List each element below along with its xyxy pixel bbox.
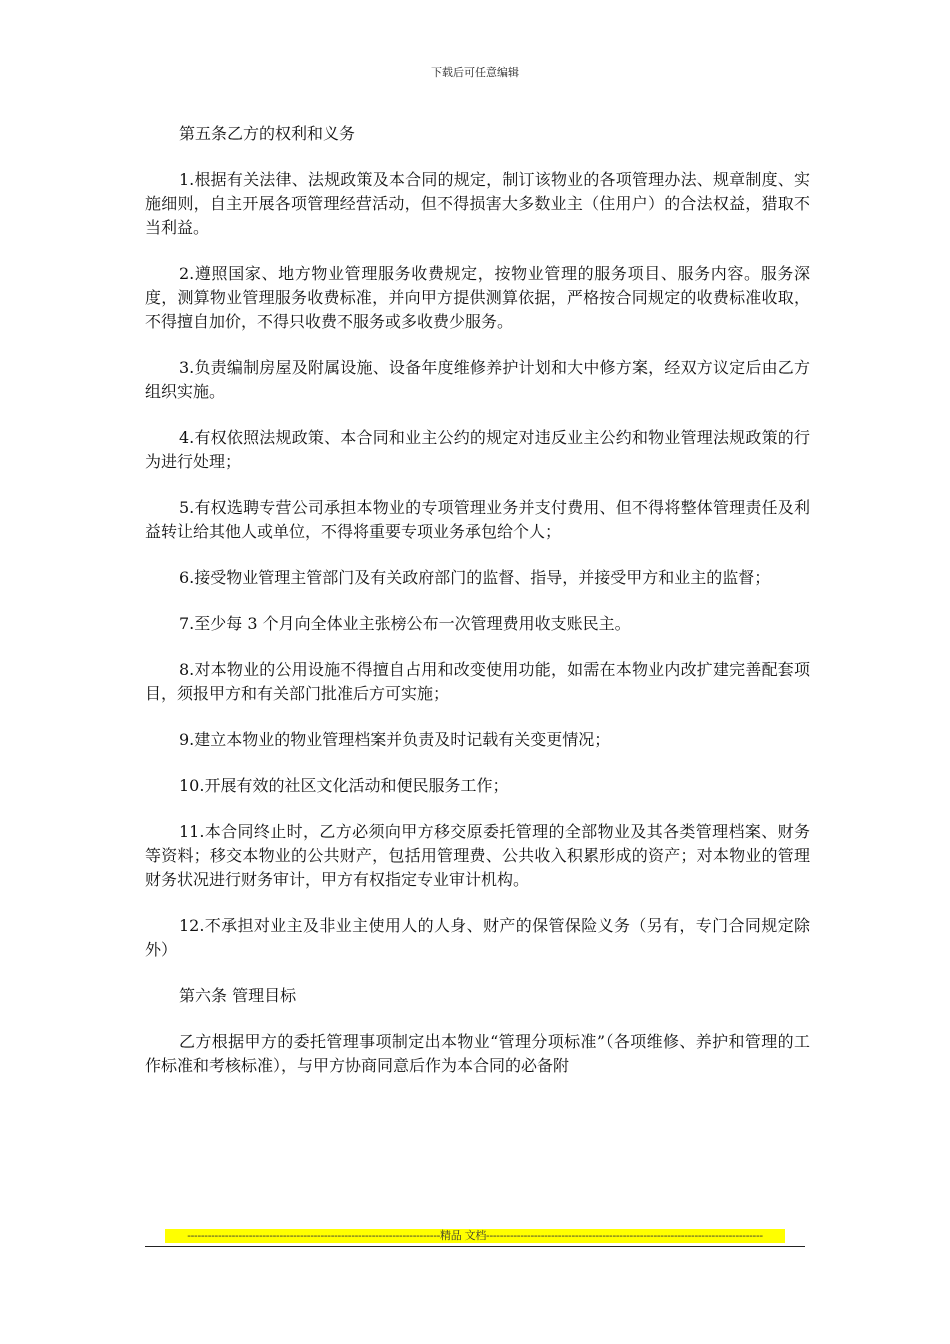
footer-divider (145, 1246, 805, 1247)
section-6-title: 第六条 管理目标 (179, 986, 297, 1005)
section-5-item-1: 1.根据有关法律、法规政策及本合同的规定，制订该物业的各项管理办法、规章制度、实施细则，自主开展各项管理经营活动，但不得损害大多数业主（住用户）的合法权益，猎取不当利益。 (145, 170, 810, 237)
section-5-item-10: 10.开展有效的社区文化活动和便民服务工作； (179, 776, 509, 795)
section-5-item-2: 2.遵照国家、地方物业管理服务收费规定，按物业管理的服务项目、服务内容。服务深度，测算物业管理服务收费标准，并向甲方提供测算依据，严格按合同规定的收费标准收取，不得擅自加价，不得只收费不服务或多收费少服务。 (145, 264, 810, 331)
section-5-item-9: 9.建立本物业的物业管理档案并负责及时记载有关变更情况； (179, 730, 611, 749)
document-body (145, 122, 810, 1100)
section-5-item-4: 4.有权依照法规政策、本合同和业主公约的规定对违反业主公约和物业管理法规政策的行为进行处理； (145, 428, 810, 471)
section-5-item-8: 8.对本物业的公用设施不得擅自占用和改变使用功能，如需在本物业内改扩建完善配套项目，须报甲方和有关部门批准后方可实施； (145, 660, 810, 703)
section-6-body: 乙方根据甲方的委托管理事项制定出本物业“管理分项标准”（各项维修、养护和管理的工作标准和考核标准），与甲方协商同意后作为本合同的必备附 (145, 1032, 810, 1075)
footer-watermark-band: --------------------------------------------------------------------------精品 文档--------------------------------------------------------------------------------- (165, 1229, 785, 1243)
page-header: 下载后可任意编辑 (431, 66, 519, 79)
section-5-item-6: 6.接受物业管理主管部门及有关政府部门的监督、指导，并接受甲方和业主的监督； (179, 568, 771, 587)
section-5-item-3: 3.负责编制房屋及附属设施、设备年度维修养护计划和大中修方案，经双方议定后由乙方组织实施。 (145, 358, 810, 401)
section-5-item-7: 7.至少每 3 个月向全体业主张榜公布一次管理费用收支账民主。 (179, 614, 631, 633)
section-5-item-5: 5.有权选聘专营公司承担本物业的专项管理业务并支付费用、但不得将整体管理责任及利益转让给其他人或单位，不得将重要专项业务承包给个人； (145, 498, 810, 541)
section-5-title: 第五条乙方的权利和义务 (179, 124, 356, 143)
section-5-item-11: 11.本合同终止时，乙方必须向甲方移交原委托管理的全部物业及其各类管理档案、财务等资料；移交本物业的公共财产，包括用管理费、公共收入积累形成的资产；对本物业的管理财务状况进行财务审计，甲方有权指定专业审计机构。 (145, 822, 810, 889)
section-5-item-12: 12.不承担对业主及非业主使用人的人身、财产的保管保险义务（另有，专门合同规定除外） (145, 916, 810, 959)
